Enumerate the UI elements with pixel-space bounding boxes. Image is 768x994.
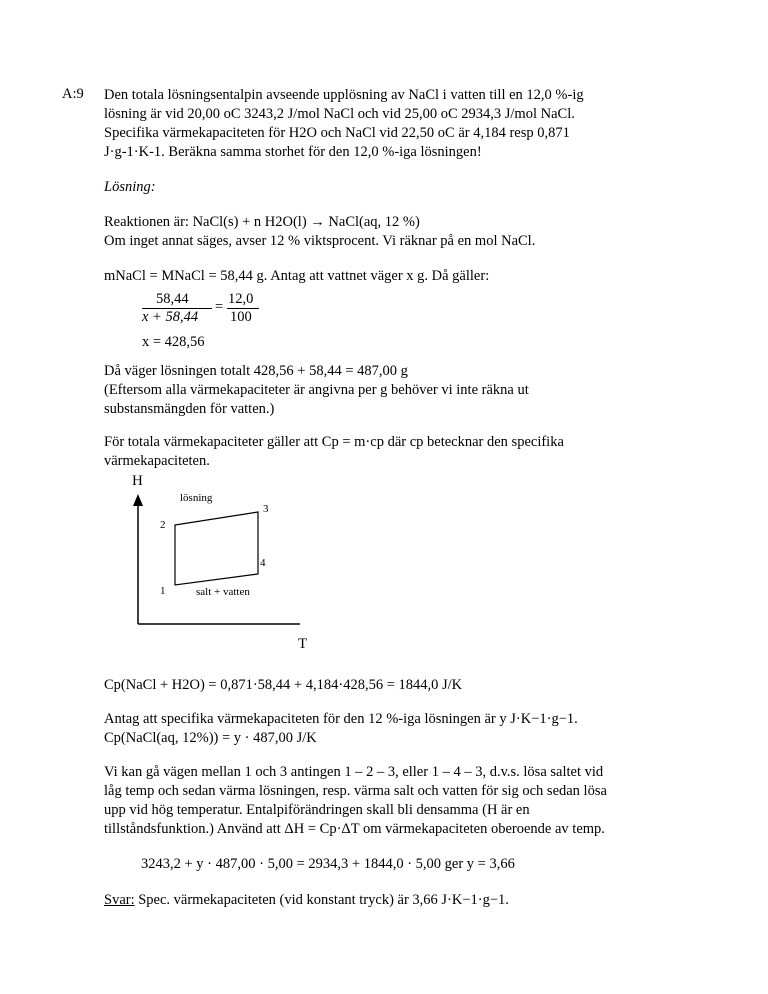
fraction-left-numerator: 58,44 <box>156 291 189 307</box>
solution-heading: Lösning: <box>104 179 156 195</box>
problem-label: A:9 <box>62 86 84 102</box>
heat-cap-line-2: värmekapaciteten. <box>104 453 210 469</box>
reaction-line: Reaktionen är: NaCl(s) + n H2O(l) → NaCl(aq, 12 %) <box>104 214 420 230</box>
path-line-3: upp vid hög temperatur. Entalpiförändringen skall bli densamma (H är en <box>104 802 530 818</box>
path-line-1: Vi kan gå vägen mellan 1 och 3 antingen 1 – 2 – 3, eller 1 – 4 – 3, d.v.s. lösa saltet vid <box>104 764 604 780</box>
assume-y-line-1: Antag att specifika värmekapaciteten för den 12 %-iga lösningen är y J·K−1·g−1. <box>104 711 578 727</box>
bottom-label: salt + vatten <box>196 586 250 598</box>
fraction-right-denominator: 100 <box>230 309 252 325</box>
point-3-label: 3 <box>263 503 269 515</box>
y-axis-arrow-icon <box>133 494 143 506</box>
assume-y-line-2: Cp(NaCl(aq, 12%)) = y · 487,00 J/K <box>104 730 317 746</box>
cycle-quadrilateral <box>175 512 258 585</box>
point-1-label: 1 <box>160 585 166 597</box>
total-line-1: Då väger lösningen totalt 428,56 + 58,44 = 487,00 g <box>104 363 408 379</box>
equation-result: x = 428,56 <box>142 334 205 350</box>
problem-line-3: Specifika värmekapaciteten för H2O och NaCl vid 22,50 oC är 4,184 resp 0,871 <box>104 125 570 141</box>
y-axis-label: H <box>132 473 143 489</box>
point-4-label: 4 <box>260 557 266 569</box>
answer-line <box>104 891 509 909</box>
point-2-label: 2 <box>160 519 166 531</box>
path-line-4: tillståndsfunktion.) Använd att ΔH = Cp·ΔT om värmekapaciteten oberoende av temp. <box>104 821 605 837</box>
top-label: lösning <box>180 492 213 504</box>
path-line-2: låg temp och sedan värma lösningen, resp. värma salt och vatten för sig och sedan lösa <box>104 783 607 799</box>
total-line-2: (Eftersom alla värmekapaciteter är angivna per g behöver vi inte räkna ut <box>104 382 529 398</box>
equals-sign: = <box>215 299 224 315</box>
problem-line-4: J·g-1·K-1. Beräkna samma storhet för den 12,0 %-iga lösningen! <box>104 144 482 160</box>
final-equation: 3243,2 + y · 487,00 · 5,00 = 2934,3 + 1844,0 · 5,00 ger y = 3,66 <box>141 856 515 872</box>
cp-mixture-line: Cp(NaCl + H2O) = 0,871·58,44 + 4,184·428,56 = 1844,0 J/K <box>104 677 463 693</box>
answer-text: Spec. värmekapaciteten (vid konstant tryck) är 3,66 J·K−1·g−1. <box>134 892 509 908</box>
problem-line-1: Den totala lösningsentalpin avseende upplösning av NaCl i vatten till en 12,0 %-ig <box>104 87 584 103</box>
mass-line: mNaCl = MNaCl = 58,44 g. Antag att vattnet väger x g. Då gäller: <box>104 268 490 284</box>
x-axis-label: T <box>298 636 308 652</box>
assumption-line: Om inget annat säges, avser 12 % viktsprocent. Vi räknar på en mol NaCl. <box>104 233 536 249</box>
total-line-3: substansmängden för vatten.) <box>104 401 275 417</box>
problem-line-2: lösning är vid 20,00 oC 3243,2 J/mol NaCl och vid 25,00 oC 2934,3 J/mol NaCl. <box>104 106 575 122</box>
heat-cap-line-1: För totala värmekapaciteter gäller att Cp = m·cp där cp betecknar den specifika <box>104 434 564 450</box>
answer-label: Svar: <box>104 892 135 908</box>
fraction-left-denominator: x + 58,44 <box>142 309 199 325</box>
enthalpy-diagram <box>120 470 320 660</box>
fraction-right-numerator: 12,0 <box>228 291 254 307</box>
